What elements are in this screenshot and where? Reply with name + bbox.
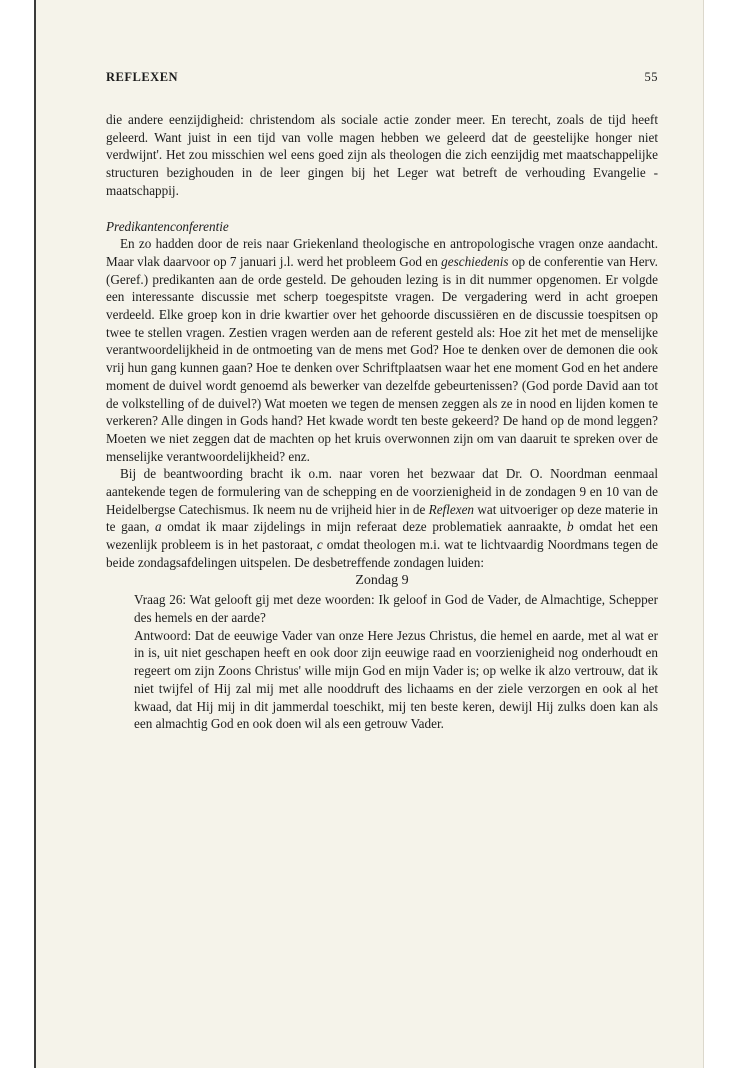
paragraph-2-text-2: op de conferentie van Herv. (Geref.) predikanten aan de orde gesteld. De gehouden lezing is in dit nummer opgenomen. Er volgde een interessante discussie met scherp toegespitste vragen. De vergadering werd in acht groepen verdeeld. Elke groep kon in drie kwartier over het gehoorde discussiëren en de discussie toespitsen op twee te stellen vragen. Zestien vragen werden aan de referent gesteld als: Hoe zit het met de menselijke verantwoordelijkheid in de ontmoeting van de mens met God? Hoe te denken over de demonen die ook vrij hun gang kunnen gaan? Hoe te denken over Schriftplaatsen waar het ene moment God en het andere moment de duivel wordt genoemd als bewerker van dezelfde gebeurtenissen? (God porde David aan tot de volkstelling of de duivel?) Wat moeten we tegen de mensen zeggen als ze in nood en lijden komen te verkeren? Alle dingen in Gods hand? Het kwade wordt ten beste gekeerd? De hand op de mond leggen? Moeten we niet zeggen dat de machten op het kruis overwonnen zijn om van daaruit te spreken over de menselijke verantwoordelijkheid? enz. bbox=[106, 253, 658, 464]
paragraph-3-text-3: omdat ik maar zijdelings in mijn referaat deze problematiek aanraakte, bbox=[161, 519, 568, 535]
paragraph-3-text-5: omdat theologen m.i. wat te lichtvaardig Noordmans tegen de beide zondagsafdelingen uitspelen. De desbetreffende zondagen luiden: bbox=[106, 537, 658, 570]
paragraph-2 bbox=[106, 235, 658, 465]
page-number: 55 bbox=[644, 70, 658, 84]
section-heading: Predikantenconferentie bbox=[106, 218, 229, 234]
catechism-question: Vraag 26: Wat gelooft gij met deze woorden: Ik geloof in God de Vader, de Almachtige, Schepper des hemels en der aarde? bbox=[134, 592, 658, 625]
sunday-title: Zondag 9 bbox=[355, 572, 409, 588]
paragraph-3-text-2: wat uitvoeriger op deze materie in te gaan, bbox=[106, 501, 658, 535]
emphasis-reflexen: Reflexen bbox=[428, 501, 475, 517]
enumeration-a: a bbox=[155, 519, 162, 535]
enumeration-c: c bbox=[316, 537, 323, 553]
enumeration-b: b bbox=[567, 519, 574, 535]
paragraph-3 bbox=[106, 465, 658, 571]
catechism-answer: Antwoord: Dat de eeuwige Vader van onze Here Jezus Christus, die hemel en aarde, met al wat er in is, uit niet geschapen heeft en ook door zijn eeuwige raad en voorzienigheid nog onderhoudt en regeert om zijn Zoons Christus' wille mijn God en mijn Vader is; op welke ik alzo vertrouw, dat ik niet twijfel of Hij zal mij met alle nooddruft des lichaams en der ziele verzorgen en ook al het kwaad, dat Hij mij in dit jammerdal toeschikt, mij ten beste keren, dewijl Hij zulks doen kan als een almachtig God en ook doen wil als een getrouw Vader. bbox=[134, 627, 658, 732]
book-page bbox=[34, 0, 704, 1068]
paragraph-3-text-4: omdat het een wezenlijk probleem is in het pastoraat, bbox=[106, 519, 658, 553]
catechism-block bbox=[134, 591, 658, 733]
body-text bbox=[106, 111, 658, 733]
running-head: REFLEXEN bbox=[106, 70, 179, 84]
paragraph-1: die andere eenzijdigheid: christendom als sociale actie zonder meer. En terecht, zoals de tijd heeft geleerd. Want juist in een tijd van volle magen hebben we geleerd dat de geestelijke honger niet verdwijnt'. Het zou misschien wel eens goed zijn als theologen die zich eenzijdig met maatschappelijke structuren bezighouden in de leer gingen bij het Leger wat betreft de verhouding Evangelie - maatschappij. bbox=[106, 112, 658, 198]
paragraph-2-text-1: En zo hadden door de reis naar Griekenland theologische en antropologische vragen onze aandacht. Maar vlak daarvoor op 7 januari j.l. werd het probleem God en bbox=[106, 236, 658, 269]
emphasis-geschiedenis: geschiedenis bbox=[441, 253, 509, 269]
paragraph-3-text-1: Bij de beantwoording bracht ik o.m. naar voren het bezwaar dat Dr. O. Noordman eenmaal aantekende tegen de formulering van de schepping en de voorzienigheid in de zondagen 9 en 10 van de Heidelbergse Catechismus. Ik neem nu de vrijheid hier in de bbox=[106, 466, 658, 517]
